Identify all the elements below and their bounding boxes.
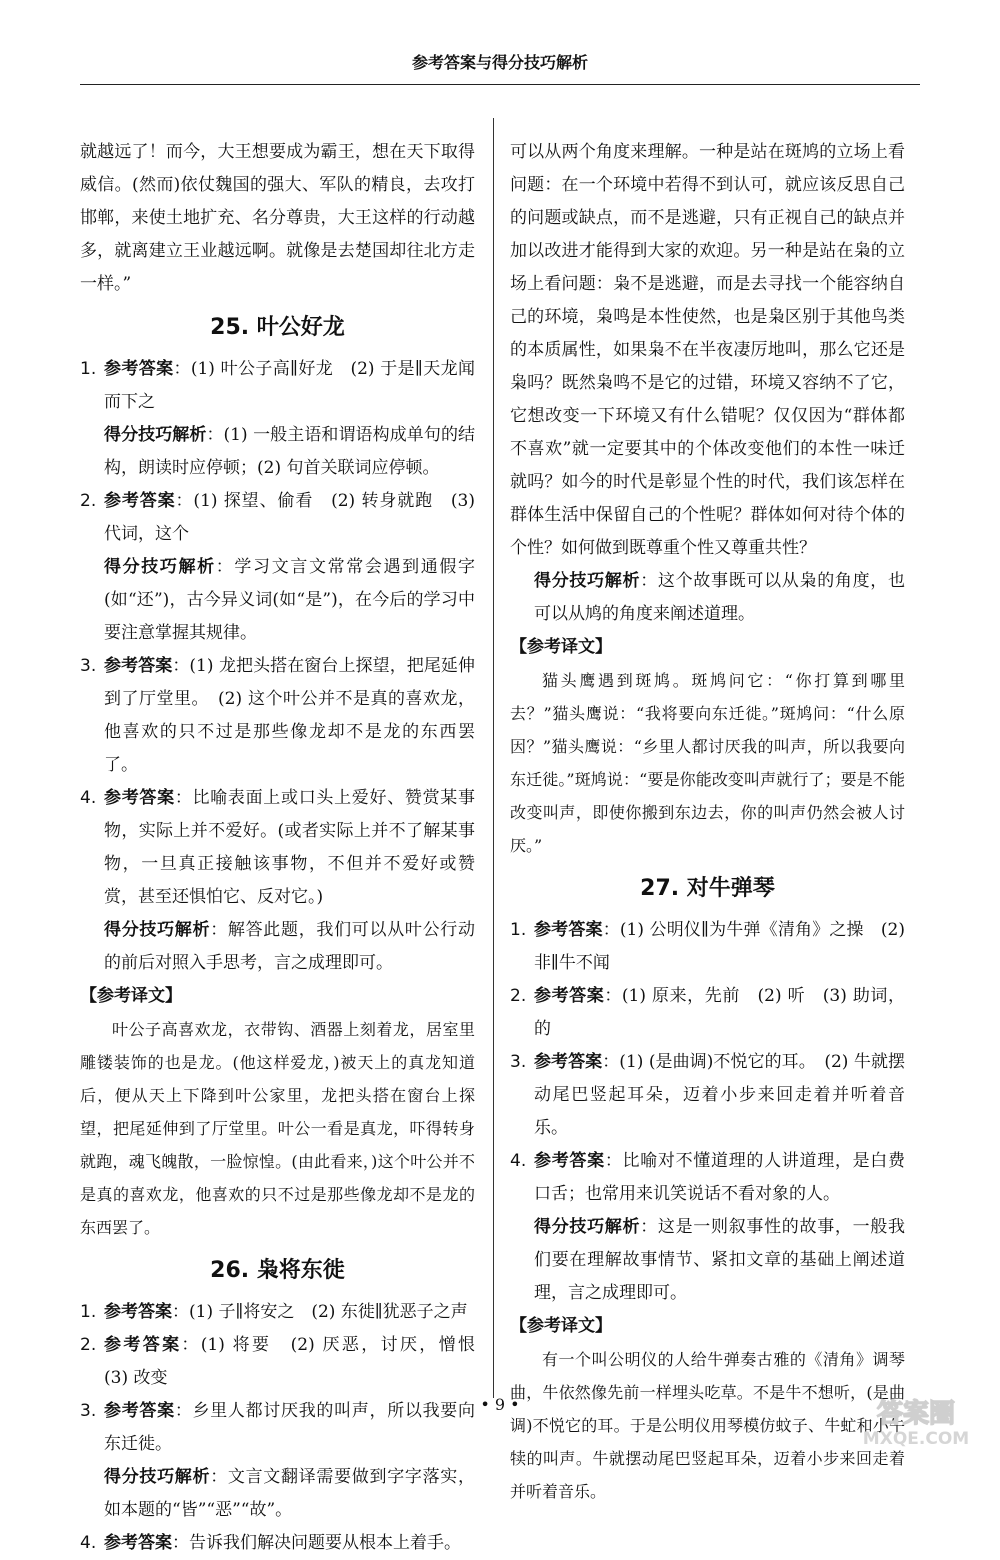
section-title-26: 26. 枭将东徙 bbox=[210, 1258, 345, 1283]
translation-text: 叶公子高喜欢龙，衣带钩、酒器上刻着龙，居室里雕镂装饰的也是龙。(他这样爱龙，)被天上的真龙知道后，便从天上下降到叶公家里，龙把头搭在窗台上探望，把尾延伸到了厅堂里。叶公一看是真龙，吓得转身就跑，魂飞魄散，一脸惊惶。(由此看来，)这个叶公并不是真的喜欢龙，他喜欢的只不过是那些像龙却不是龙的东西罢了。 bbox=[80, 1020, 475, 1237]
section-title-27: 27. 对牛弹琴 bbox=[640, 876, 775, 901]
answer-item: 4. 参考答案：告诉我们解决问题要从根本上着手。 bbox=[80, 1533, 461, 1553]
scoring-tip: 得分技巧解析：学习文言文常常会遇到通假字(如“还”)，古今异义词(如“是”)，在今后的学习中要注意掌握其规律。 bbox=[104, 557, 476, 643]
section-title-25: 25. 叶公好龙 bbox=[210, 315, 345, 340]
translation-heading: 【参考译文】 bbox=[510, 637, 612, 657]
answer-item: 1. 参考答案：(1) 公明仪∥为牛弹《清角》之操 (2) 非∥牛不闻 bbox=[510, 920, 905, 973]
answer-item: 2. 参考答案：(1) 原来，先前 (2) 听 (3) 助词，的 bbox=[510, 986, 905, 1039]
scoring-tip: 得分技巧解析：这是一则叙事性的故事，一般我们要在理解故事情节、紧扣文章的基础上阐述道理，言之成理即可。 bbox=[534, 1217, 906, 1303]
translation-text: 猫头鹰遇到斑鸠。斑鸠问它：“你打算到哪里去？”猫头鹰说：“我将要向东迁徙。”斑鸠问：“什么原因？”猫头鹰说：“乡里人都讨厌我的叫声，所以我要向东迁徙。”斑鸠说：“要是你能改变叫声就行了；要是不能改变叫声，即使你搬到东边去，你的叫声仍然会被人讨厌。” bbox=[510, 671, 905, 855]
page-number: • 9 • bbox=[480, 1395, 520, 1414]
answer-item: 3. 参考答案：(1) (是曲调)不悦它的耳。 (2) 牛就摆动尾巴竖起耳朵，迈着小步来回走着并听着音乐。 bbox=[510, 1052, 906, 1138]
answer-item: 3. 参考答案：乡里人都讨厌我的叫声，所以我要向东迁徙。 bbox=[80, 1401, 476, 1454]
column-divider bbox=[493, 118, 494, 1398]
watermark-top: 答案圈 bbox=[876, 1399, 956, 1429]
watermark-bottom: MXQE.COM bbox=[862, 1429, 970, 1448]
answer-item: 2. 参考答案：(1) 探望、偷看 (2) 转身就跑 (3) 代词，这个 bbox=[80, 491, 475, 544]
intro-translation-continued: 就越远了！而今，大王想要成为霸王，想在天下取得威信。(然而)依仗魏国的强大、军队的精良，去攻打邯郸，来使土地扩充、名分尊贵，大王这样的行动越多，就离建立王业越远啊。就像是去楚国却往北方走一样。” bbox=[80, 142, 475, 294]
translation-heading: 【参考译文】 bbox=[80, 986, 182, 1006]
answer-item: 3. 参考答案：(1) 龙把头搭在窗台上探望，把尾延伸到了厅堂里。 (2) 这个叶公并不是真的喜欢龙，他喜欢的只不过是那些像龙却不是龙的东西罢了。 bbox=[80, 656, 476, 775]
left-column bbox=[80, 136, 493, 1560]
answer-item: 4. 参考答案：比喻对不懂道理的人讲道理，是白费口舌；也常用来讥笑说话不看对象的人。 bbox=[510, 1151, 906, 1204]
translation-heading: 【参考译文】 bbox=[510, 1316, 612, 1336]
scoring-tip: 得分技巧解析：解答此题，我们可以从叶公行动的前后对照入手思考，言之成理即可。 bbox=[104, 920, 476, 973]
scoring-tip: 得分技巧解析：文言文翻译需要做到字字落实，如本题的“皆”“恶”“故”。 bbox=[104, 1467, 476, 1520]
scoring-tip: 得分技巧解析：(1) 一般主语和谓语构成单句的结构，朗读时应停顿；(2) 句首关联词应停顿。 bbox=[104, 425, 476, 478]
watermark-logo bbox=[846, 1392, 986, 1448]
translation-text: 有一个叫公明仪的人给牛弹奏古雅的《清角》调琴曲，牛依然像先前一样埋头吃草。不是牛不想听，(是曲调)不悦它的耳。于是公明仪用琴模仿蚊子、牛虻和小牛犊的叫声。牛就摆动尾巴竖起耳朵，迈着小步来回走着并听着音乐。 bbox=[510, 1350, 905, 1501]
header-rule bbox=[80, 84, 920, 85]
running-header: 参考答案与得分技巧解析 bbox=[411, 53, 588, 72]
right-column bbox=[510, 136, 905, 1508]
answer-item: 4. 参考答案：比喻表面上或口头上爱好、赞赏某事物，实际上并不爱好。(或者实际上并不了解某事物，一旦真正接触该事物，不但并不爱好或赞赏，甚至还惧怕它、反对它。) bbox=[80, 788, 476, 907]
answer-continued: 可以从两个角度来理解。一种是站在斑鸠的立场上看问题：在一个环境中若得不到认可，就应该反思自己的问题或缺点，而不是逃避，只有正视自己的缺点并加以改进才能得到大家的欢迎。另一种是站在枭的立场上看问题：枭不是逃避，而是去寻找一个能容纳自己的环境，枭鸣是本性使然，也是枭区别于其他鸟类的本质属性，如果枭不在半夜凄厉地叫，那么它还是枭吗？既然枭鸣不是它的过错，环境又容纳不了它，它想改变一下环境又有什么错呢？仅仅因为“群体都不喜欢”就一定要其中的个体改变他们的本性一味迁就吗？如今的时代是彰显个性的时代，我们该怎样在群体生活中保留自己的个性呢？群体如何对待个体的个性？如何做到既尊重个性又尊重共性？ bbox=[510, 142, 905, 558]
scoring-tip: 得分技巧解析：这个故事既可以从枭的角度，也可以从鸠的角度来阐述道理。 bbox=[534, 571, 906, 624]
answer-item: 1. 参考答案：(1) 叶公子高∥好龙 (2) 于是∥天龙闻而下之 bbox=[80, 359, 475, 412]
answer-item: 2. 参考答案：(1) 将要 (2) 厌恶，讨厌，憎恨 (3) 改变 bbox=[80, 1335, 493, 1388]
answer-item: 1. 参考答案：(1) 子∥将安之 (2) 东徙∥犹恶子之声 bbox=[80, 1302, 468, 1322]
